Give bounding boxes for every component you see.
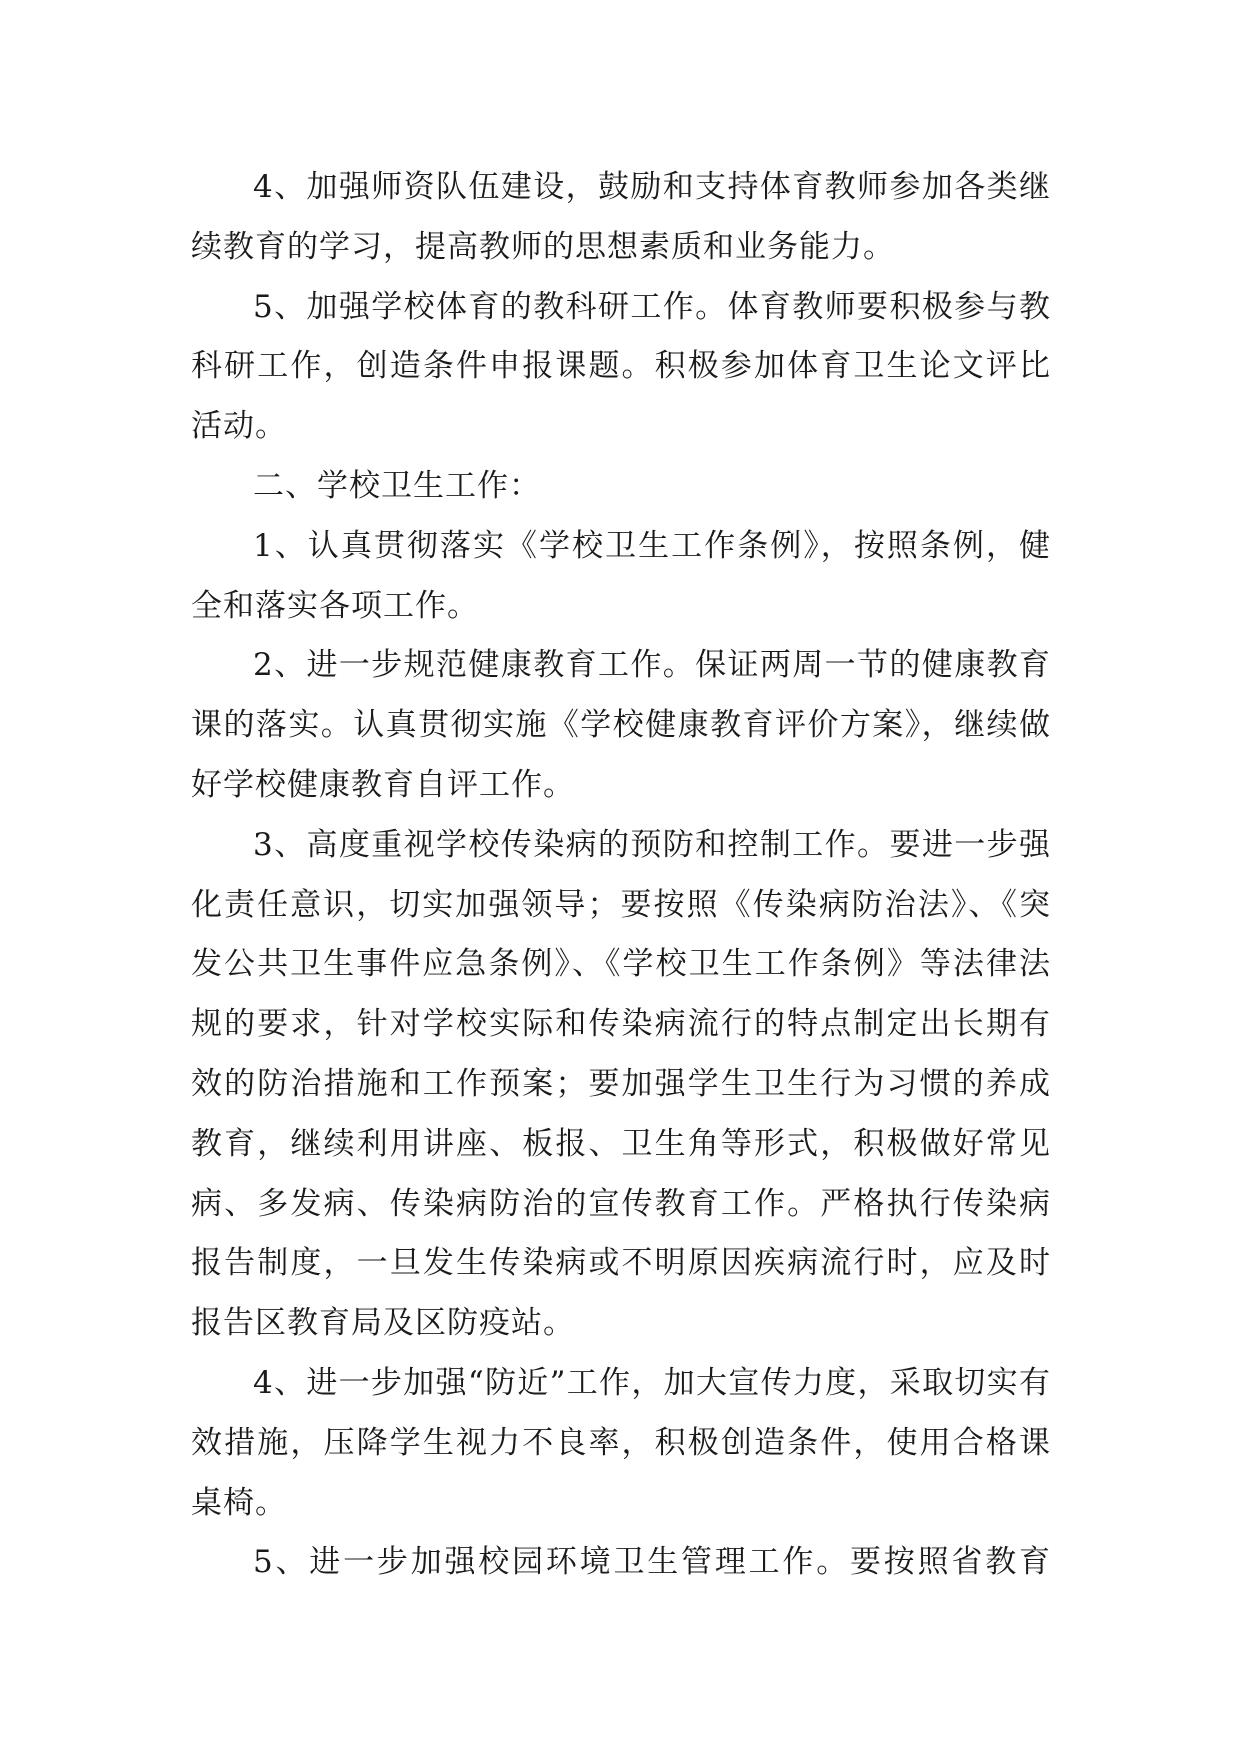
document-body xyxy=(191,158,1051,1593)
paragraph-campus-environment: 5、进一步加强校园环境卫生管理工作。要按照省教育 xyxy=(253,1544,1051,1581)
paragraph-research-work: 5、加强学校体育的教科研工作。体育教师要积极参与教科研工作，创造条件申报课题。积极参加体育卫生论文评比活动。 xyxy=(191,288,1051,445)
paragraph-health-regulations: 1、认真贯彻落实《学校卫生工作条例》，按照条例，健全和落实各项工作。 xyxy=(191,527,1051,624)
section-heading-school-health: 二、学校卫生工作： xyxy=(253,467,541,504)
paragraph-health-education: 2、进一步规范健康教育工作。保证两周一节的健康教育课的落实。认真贯彻实施《学校健康教育评价方案》，继续做好学校健康教育自评工作。 xyxy=(191,647,1051,803)
paragraph-teacher-training: 4、加强师资队伍建设，鼓励和支持体育教师参加各类继续教育的学习，提高教师的思想素质和业务能力。 xyxy=(191,169,1051,265)
paragraph-disease-prevention: 3、高度重视学校传染病的预防和控制工作。要进一步强化责任意识，切实加强领导；要按照《传染病防治法》、《突发公共卫生事件应急条例》、《学校卫生工作条例》等法律法规的要求，针对学校实际和传染病流行的特点制定出长期有效的防治措施和工作预案；要加强学生卫生行为习惯的养成教育，继续利用讲座、板报、卫生角等形式，积极做好常见病、多发病、传染病防治的宣传教育工作。严格执行传染病报告制度，一旦发生传染病或不明原因疾病流行时，应及时报告区教育局及区防疫站。 xyxy=(191,826,1051,1342)
paragraph-myopia-prevention: 4、进一步加强“防近”工作，加大宣传力度，采取切实有效措施，压降学生视力不良率，积极创造条件，使用合格课桌椅。 xyxy=(191,1364,1051,1521)
